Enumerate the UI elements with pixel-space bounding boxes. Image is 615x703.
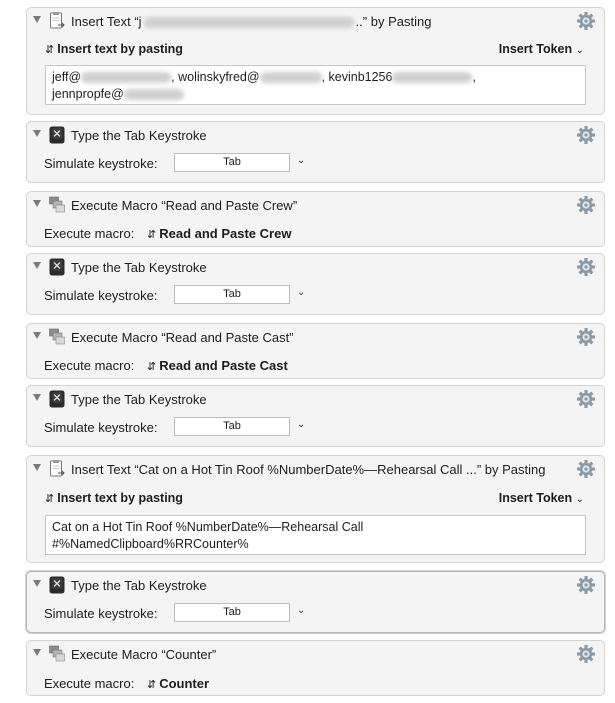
keystroke-label: Simulate keystroke: bbox=[44, 606, 158, 621]
action-title: Execute Macro “Read and Paste Cast” bbox=[71, 330, 294, 345]
action-title: Execute Macro “Read and Paste Crew” bbox=[71, 198, 298, 213]
action-title: Insert Text “Cat on a Hot Tin Roof %NumberDate%—Rehearsal Call ...” by Pasting bbox=[71, 462, 546, 477]
keystroke-field[interactable]: Tab bbox=[174, 285, 290, 304]
keystroke-icon bbox=[49, 390, 65, 408]
insert-mode-popup[interactable]: ⇵ Insert text by pasting bbox=[45, 42, 183, 56]
execute-macro-label: Execute macro: bbox=[44, 358, 135, 373]
insert-text-action[interactable] bbox=[26, 7, 605, 115]
disclosure-triangle-icon[interactable] bbox=[33, 130, 41, 137]
gear-icon[interactable] bbox=[576, 644, 596, 664]
up-down-arrows-icon: ⇵ bbox=[45, 44, 55, 56]
macro-popup[interactable]: ⇵ Read and Paste Crew bbox=[147, 226, 292, 241]
gear-icon[interactable] bbox=[576, 11, 596, 31]
gear-icon[interactable] bbox=[576, 389, 596, 409]
action-header[interactable] bbox=[27, 641, 604, 667]
disclosure-triangle-icon[interactable] bbox=[33, 262, 41, 269]
keystroke-field[interactable]: Tab bbox=[174, 153, 290, 172]
keystroke-icon bbox=[49, 258, 65, 276]
up-down-arrows-icon: ⇵ bbox=[147, 229, 157, 241]
execute-macro-icon bbox=[49, 328, 65, 346]
insert-token-menu[interactable]: Insert Token ⌄ bbox=[498, 42, 584, 56]
text-field[interactable]: jeff@ , wolinskyfred@ , kevinb1256 , jennpropfe@ bbox=[45, 65, 586, 105]
execute-macro-label: Execute macro: bbox=[44, 226, 135, 241]
execute-macro-action[interactable] bbox=[26, 640, 605, 696]
insert-token-menu[interactable]: Insert Token ⌄ bbox=[498, 491, 584, 505]
keystroke-icon bbox=[49, 576, 65, 594]
chevron-down-icon[interactable]: ⌄ bbox=[297, 287, 306, 298]
chevron-down-icon[interactable]: ⌄ bbox=[297, 155, 306, 166]
up-down-arrows-icon: ⇵ bbox=[147, 679, 157, 691]
disclosure-triangle-icon[interactable] bbox=[33, 464, 41, 471]
keystroke-label: Simulate keystroke: bbox=[44, 156, 158, 171]
chevron-down-icon[interactable]: ⌄ bbox=[297, 419, 306, 430]
action-title: Type the Tab Keystroke bbox=[71, 392, 207, 407]
text-field[interactable]: Cat on a Hot Tin Roof %NumberDate%—Rehearsal Call #%NamedClipboard%RRCounter% bbox=[45, 515, 586, 555]
insert-text-icon bbox=[49, 460, 65, 478]
action-title: Type the Tab Keystroke bbox=[71, 578, 207, 593]
action-header[interactable] bbox=[27, 386, 604, 412]
keystroke-label: Simulate keystroke: bbox=[44, 420, 158, 435]
keystroke-icon bbox=[49, 126, 65, 144]
gear-icon[interactable] bbox=[576, 257, 596, 277]
chevron-down-icon: ⌄ bbox=[575, 494, 584, 505]
insert-mode-popup[interactable]: ⇵ Insert text by pasting bbox=[45, 491, 183, 505]
disclosure-triangle-icon[interactable] bbox=[33, 649, 41, 656]
disclosure-triangle-icon[interactable] bbox=[33, 16, 41, 23]
action-header[interactable] bbox=[27, 254, 604, 280]
execute-macro-action[interactable] bbox=[26, 323, 605, 379]
disclosure-triangle-icon[interactable] bbox=[33, 332, 41, 339]
action-header[interactable] bbox=[27, 572, 604, 598]
gear-icon[interactable] bbox=[576, 125, 596, 145]
action-header[interactable] bbox=[27, 8, 604, 34]
execute-macro-action[interactable] bbox=[26, 191, 605, 247]
chevron-down-icon[interactable]: ⌄ bbox=[297, 605, 306, 616]
up-down-arrows-icon: ⇵ bbox=[45, 493, 55, 505]
action-title: Insert Text “j ..” by Pasting bbox=[71, 14, 432, 29]
disclosure-triangle-icon[interactable] bbox=[33, 580, 41, 587]
keystroke-field[interactable]: Tab bbox=[174, 417, 290, 436]
gear-icon[interactable] bbox=[576, 575, 596, 595]
keystroke-action[interactable] bbox=[26, 385, 605, 447]
keystroke-action[interactable] bbox=[26, 121, 605, 183]
execute-macro-icon bbox=[49, 196, 65, 214]
action-header[interactable] bbox=[27, 122, 604, 148]
execute-macro-label: Execute macro: bbox=[44, 676, 135, 691]
keystroke-field[interactable]: Tab bbox=[174, 603, 290, 622]
insert-text-icon bbox=[49, 12, 65, 30]
gear-icon[interactable] bbox=[576, 459, 596, 479]
chevron-down-icon: ⌄ bbox=[575, 45, 584, 56]
gear-icon[interactable] bbox=[576, 195, 596, 215]
keystroke-action[interactable] bbox=[26, 253, 605, 315]
action-title: Execute Macro “Counter” bbox=[71, 647, 217, 662]
keystroke-label: Simulate keystroke: bbox=[44, 288, 158, 303]
action-header[interactable] bbox=[27, 324, 604, 350]
action-title: Type the Tab Keystroke bbox=[71, 260, 207, 275]
execute-macro-icon bbox=[49, 645, 65, 663]
gear-icon[interactable] bbox=[576, 327, 596, 347]
action-title: Type the Tab Keystroke bbox=[71, 128, 207, 143]
disclosure-triangle-icon[interactable] bbox=[33, 394, 41, 401]
macro-popup[interactable]: ⇵ Counter bbox=[147, 676, 210, 691]
action-header[interactable] bbox=[27, 456, 604, 482]
insert-text-action[interactable] bbox=[26, 455, 605, 563]
disclosure-triangle-icon[interactable] bbox=[33, 200, 41, 207]
action-header[interactable] bbox=[27, 192, 604, 218]
up-down-arrows-icon: ⇵ bbox=[147, 361, 157, 373]
macro-popup[interactable]: ⇵ Read and Paste Cast bbox=[147, 358, 288, 373]
keystroke-action[interactable] bbox=[26, 571, 605, 633]
